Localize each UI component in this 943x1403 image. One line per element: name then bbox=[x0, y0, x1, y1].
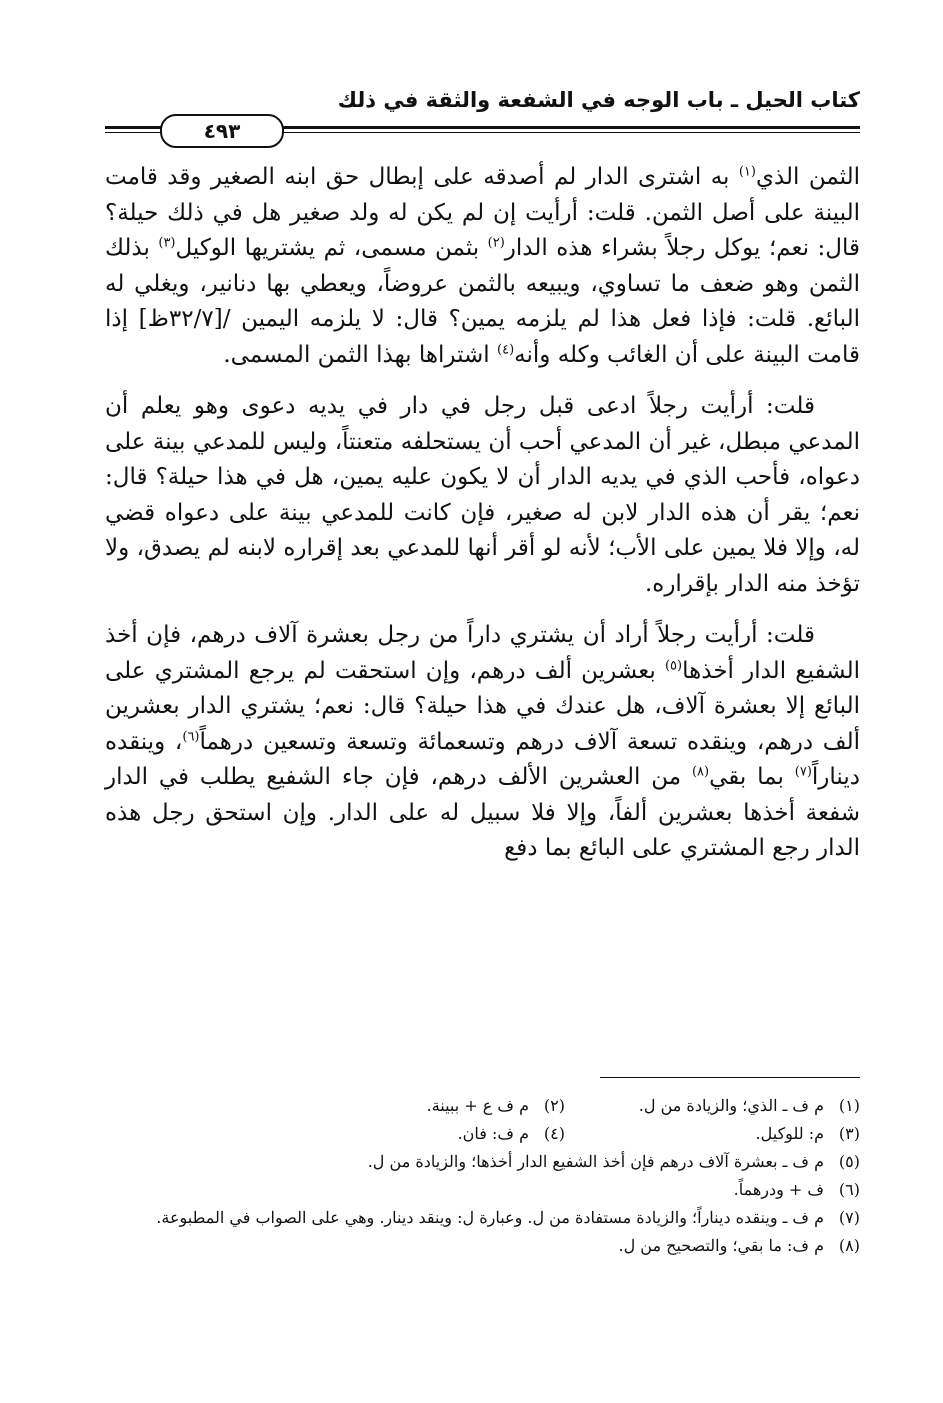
page-number-badge bbox=[160, 114, 284, 148]
footnote-2 bbox=[427, 1092, 565, 1120]
footnote-number: (٨) bbox=[838, 1236, 860, 1255]
footnote-text: م: للوكيل. bbox=[755, 1124, 824, 1143]
footnote-6 bbox=[110, 1176, 860, 1204]
text-run: من العشرين الألف درهم، فإن جاء الشفيع يطلب في الدار شفعة أخذها بعشرين ألفاً، وإلا فلا سبيل له على الدار. وإن استحق رجل هذه الدار رجع المشتري على البائع بما دفع bbox=[105, 764, 860, 861]
text-run: قلت: أرأيت رجلاً ادعى قبل رجل في دار في يديه دعوى وهو يعلم أن المدعي مبطل، غير أن المدعي أحب أن يستحلفه متعنتاً، وليس للمدعي بينة على دعواه، فأحب الذي في يديه الدار أن لا يكون عليه يمين، هل في هذا حيلة؟ قال: نعم؛ يقر أن هذه الدار لابن له صغير، فإن كانت للمدعي بينة على دعواه قضي له، وإلا فلا يمين على الأب؛ لأنه لو أقر أنها للمدعي بعد إقراره لابنه لم يصدق، ولا تؤخذ منه الدار بإقراره. bbox=[105, 393, 861, 597]
footnote-text: م ف ـ بعشرة آلاف درهم فإن أخذ الشفيع الدار أخذها؛ والزيادة من ل. bbox=[367, 1152, 824, 1171]
text-run: بعشرين ألف درهم، وإن استحقت لم يرجع المشتري على البائع إلا بعشرة آلاف، هل عندك في هذا حيلة؟ قال: نعم؛ يشتري الدار بعشرين ألف درهم، وينقده تسعة آلاف درهم وتسعمائة وتسعة وتسعين درهماً bbox=[105, 657, 860, 755]
page-number: ٤٩٣ bbox=[203, 119, 241, 143]
footnote-number: (٦) bbox=[838, 1180, 860, 1199]
footnote-ref-4: (٤) bbox=[497, 341, 515, 357]
footnote-ref-2: (٢) bbox=[487, 235, 505, 251]
footnote-ref-3: (٣) bbox=[158, 235, 176, 251]
text-run: به اشترى الدار لم أصدقه على إبطال حق ابنه الصغير وقد قامت البينة على أصل الثمن. قلت: أرأيت إن لم يكن له ولد صغير هل في ذلك حيلة؟ قال: نعم؛ يوكل رجلاً بشراء هذه الدار bbox=[105, 164, 860, 261]
running-title: كتاب الحيل ـ باب الوجه في الشفعة والثقة في ذلك bbox=[337, 88, 860, 112]
footnote-1 bbox=[565, 1092, 860, 1120]
footnote-text: م ف ع + ببينة. bbox=[426, 1096, 529, 1115]
footnote-ref-6: (٦) bbox=[182, 728, 200, 744]
text-run: الثمن الذي bbox=[755, 164, 860, 190]
footnote-ref-1: (١) bbox=[738, 164, 756, 180]
footnote-3 bbox=[565, 1120, 860, 1148]
footnote-number: (٧) bbox=[838, 1208, 860, 1227]
footnote-number: (٤) bbox=[543, 1124, 565, 1143]
footnote-5 bbox=[110, 1148, 860, 1176]
footnote-row bbox=[110, 1120, 860, 1148]
footnote-number: (١) bbox=[838, 1096, 860, 1115]
paragraph-2 bbox=[105, 389, 860, 602]
footnote-text: م ف: فان. bbox=[457, 1124, 529, 1143]
footnotes bbox=[110, 1092, 860, 1260]
text-run: بذلك الثمن وهو ضعف ما تساوي، ويبيعه بالثمن عروضاً، ويعطي بها دنانير، ويغلي له البائع. قلت: فإذا فعل هذا لم يلزمه يمين؟ قال: لا يلزمه اليمين /[٣٢/٧ظ] إذا قامت البينة على أن الغائب وكله وأنه bbox=[105, 235, 861, 368]
paragraph-3 bbox=[105, 618, 860, 867]
main-text bbox=[105, 160, 860, 883]
footnote-8 bbox=[110, 1232, 860, 1260]
footnote-text: م ف ـ الذي؛ والزيادة من ل. bbox=[638, 1096, 824, 1115]
footnote-ref-7: (٧) bbox=[794, 764, 812, 780]
footnote-number: (٢) bbox=[543, 1096, 565, 1115]
text-run: بثمن مسمى، ثم يشتريها الوكيل bbox=[175, 235, 488, 261]
footnote-number: (٣) bbox=[838, 1124, 860, 1143]
footnote-separator bbox=[600, 1077, 860, 1078]
text-run: ، وينقده ديناراً bbox=[105, 728, 860, 790]
footnote-7 bbox=[110, 1204, 860, 1232]
text-run: اشتراها بهذا الثمن المسمى. bbox=[223, 341, 498, 368]
text-run: قلت: أرأيت رجلاً أراد أن يشتري داراً من رجل بعشرة آلاف درهم، فإن أخذ الشفيع الدار أخذها bbox=[105, 622, 860, 684]
footnote-4 bbox=[458, 1120, 565, 1148]
footnote-text: م ف: ما بقي؛ والتصحيح من ل. bbox=[618, 1236, 824, 1255]
footnote-text: ف + ودرهماً. bbox=[733, 1180, 824, 1199]
page-header bbox=[105, 78, 860, 148]
footnote-ref-5: (٥) bbox=[664, 657, 683, 673]
footnote-text: م ف ـ وينقده ديناراً؛ والزيادة مستفادة من ل. وعبارة ل: وينقد دينار. وهي على الصواب في المطبوعة. bbox=[156, 1208, 824, 1227]
footnote-row bbox=[110, 1092, 860, 1120]
footnote-ref-8: (٨) bbox=[691, 764, 710, 780]
text-run: بما بقي bbox=[709, 764, 795, 790]
paragraph-1 bbox=[105, 160, 860, 373]
footnote-number: (٥) bbox=[838, 1152, 860, 1171]
